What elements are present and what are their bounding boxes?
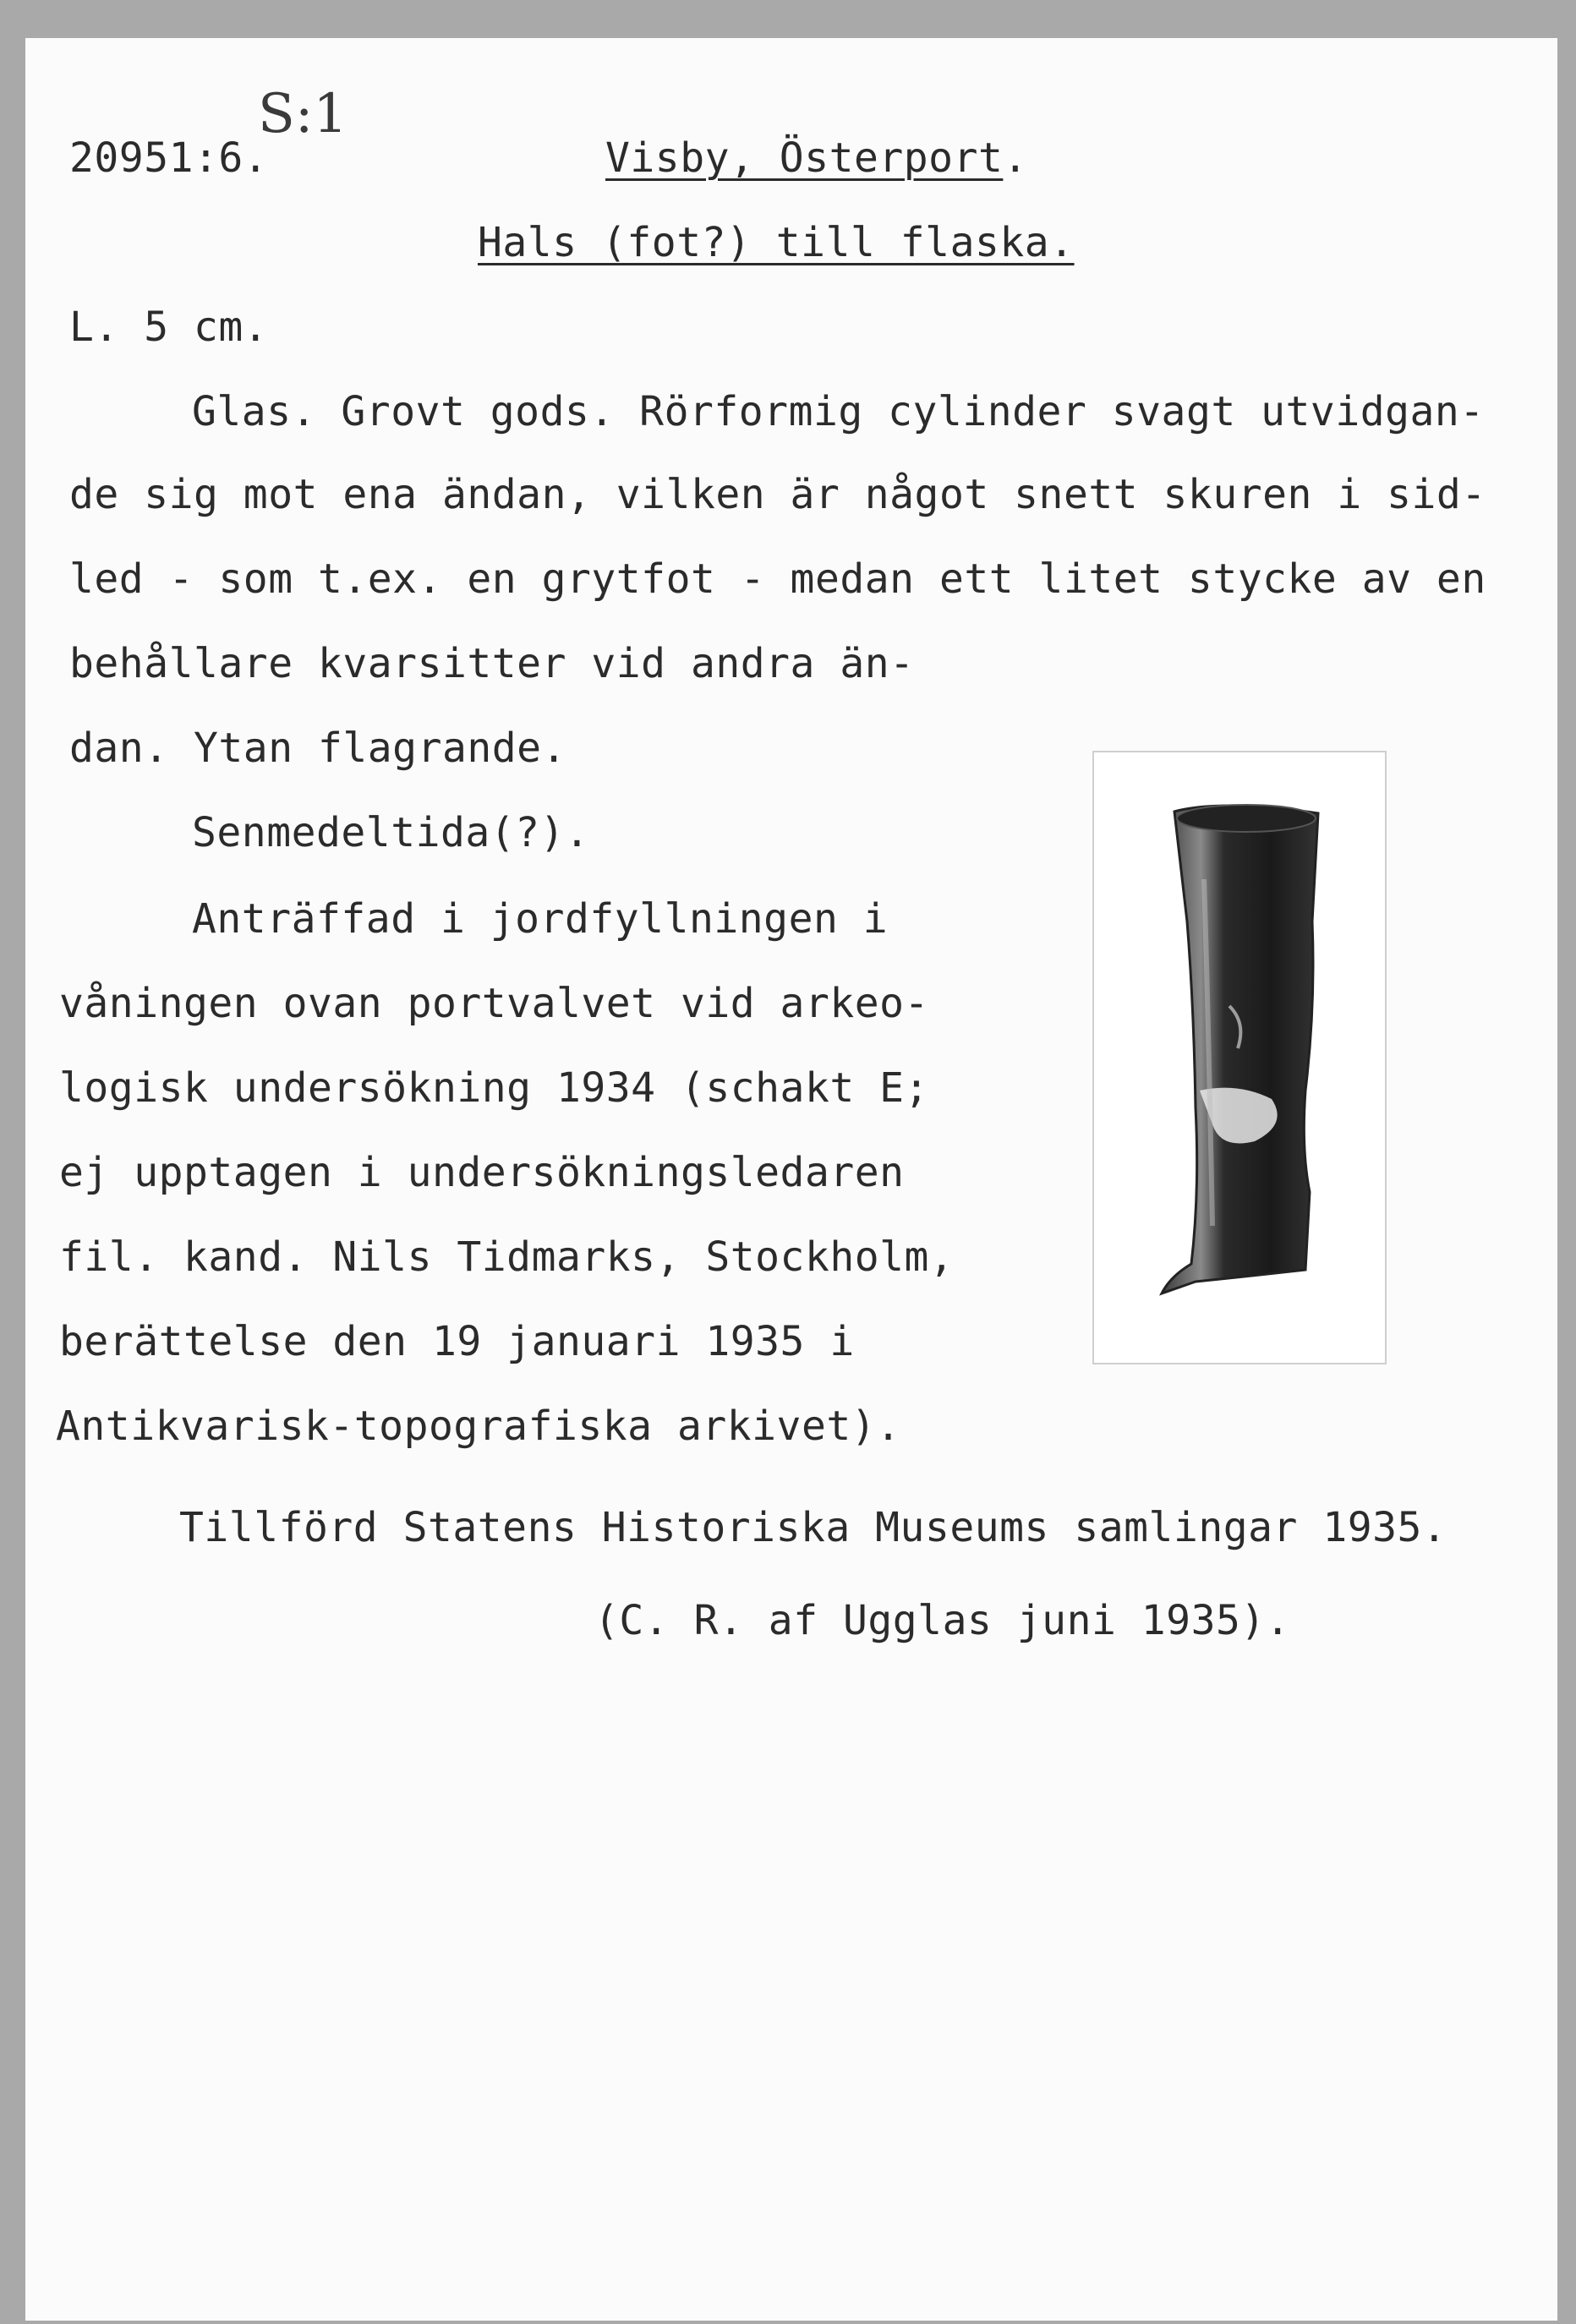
acquisition-note: Tillförd Statens Historiska Museums samlingar 1935. [179,1504,1447,1551]
dating: Senmedeltida(?). [192,809,590,856]
description-line: behållare kvarsitter vid andra än- [69,640,915,687]
find-line: Antikvarisk-topografiska arkivet). [56,1403,901,1450]
description-line: Glas. Grovt gods. Rörformig cylinder svagt utvidgan- [192,388,1485,435]
object-title: Hals (fot?) till flaska. [478,219,1075,266]
find-line: fil. kand. Nils Tidmarks, Stockholm, [59,1233,955,1281]
description-line: led - som t.ex. en grytfot - medan ett litet stycke av en [69,555,1486,603]
location-text: Visby, Österport [605,134,1004,182]
catalog-card [25,38,1557,2321]
handwritten-mark: S:1 [258,83,348,145]
description-line: de sig mot ena ändan, vilken är något snett skuren i sid- [69,471,1486,518]
location-heading [605,133,1028,183]
find-line: våningen ovan portvalvet vid arkeo- [59,980,929,1027]
signature-line: (C. R. af Ugglas juni 1935). [594,1597,1291,1644]
find-line: Anträffad i jordfyllningen i [192,895,889,943]
description-line: dan. Ytan flagrande. [69,725,566,772]
object-photo [1092,751,1387,1364]
find-line: ej upptagen i undersökningsledaren [59,1149,905,1196]
bottle-neck-photo [1094,752,1385,1363]
find-line: berättelse den 19 januari 1935 i [59,1318,855,1365]
length-measure: L. 5 cm. [69,303,269,351]
find-line: logisk undersökning 1934 (schakt E; [59,1064,929,1112]
location-period: . [1003,134,1028,182]
catalog-number: 20951:6. [69,134,269,182]
